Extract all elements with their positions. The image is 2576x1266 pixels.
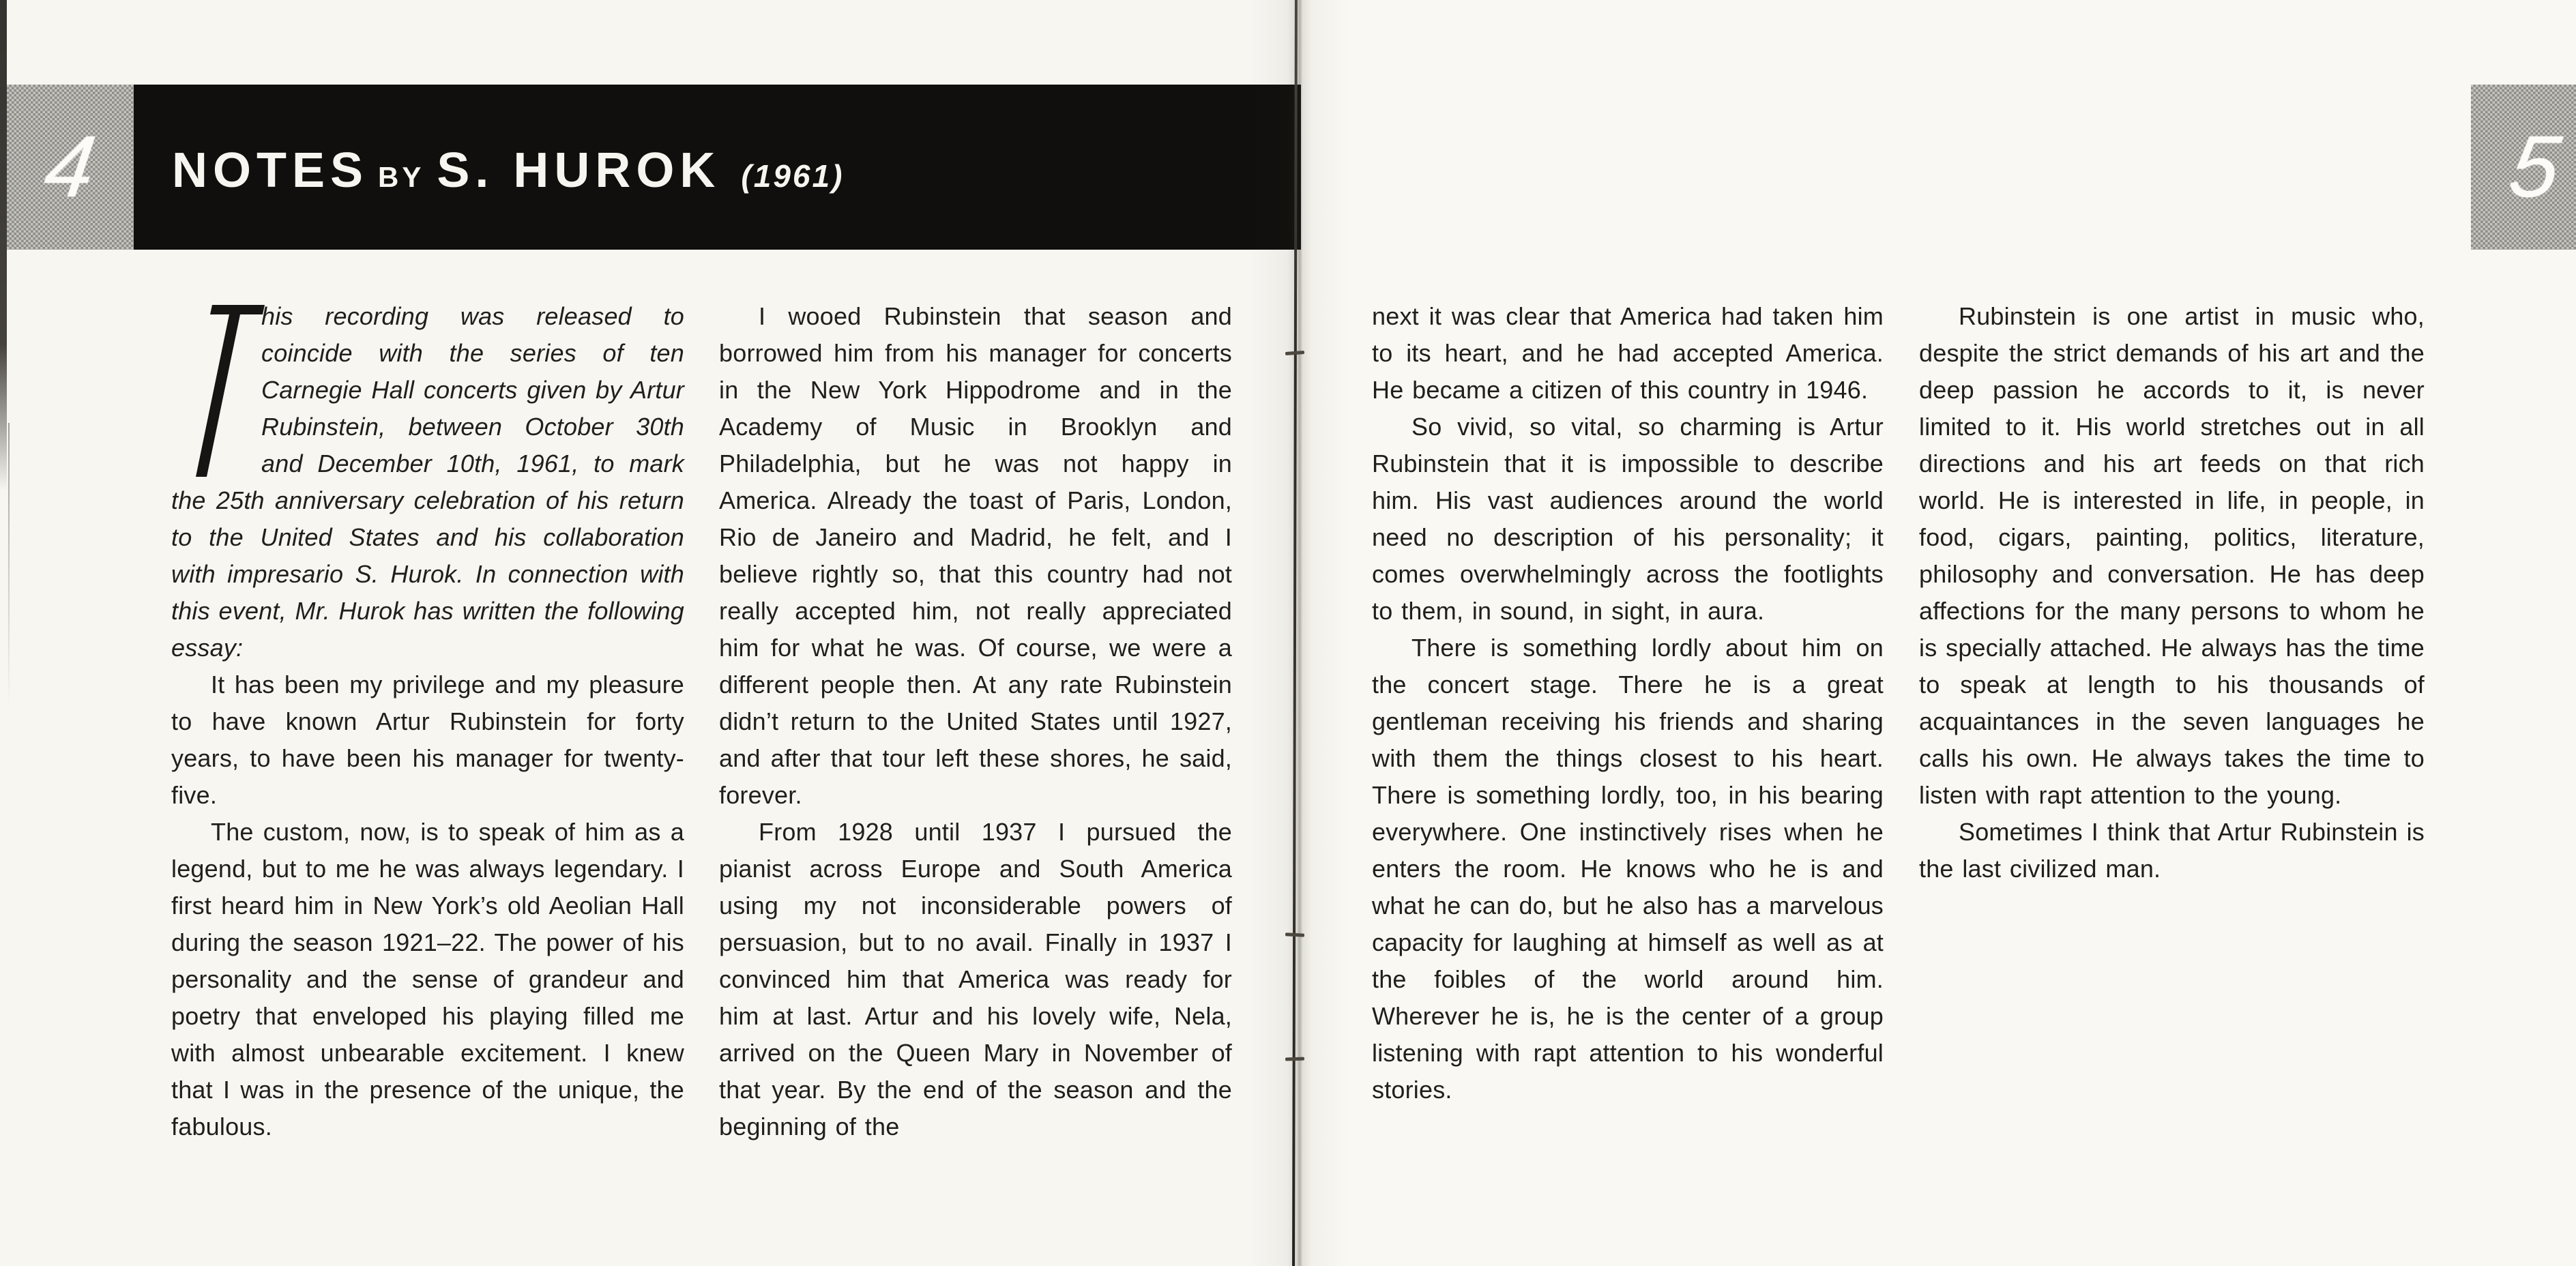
paragraph: So vivid, so vital, so charming is Artur Rubinstein that it is impossible to describe him. His vast audiences around the world need no description of his personality; it comes overwhelmingly across the footlights to them, in sound, in sight, in aura. (1372, 413, 1884, 625)
page-title (172, 143, 844, 198)
essay-column-4 (1919, 298, 2425, 887)
paragraph: Sometimes I think that Artur Rubinstein is the last civilized man. (1919, 818, 2425, 883)
page-number-left: 4 (39, 118, 102, 216)
paragraph-text: his recording was released to coincide with the series of ten Carnegie Hall concerts given by Artur Rubinstein, between October 30th and December 10th, 1961, to mark the 25th anniversary celebration of his return to the United States and his collaboration with impresario S. Hurok. In connection with this event, Mr. Hurok has written the following essay: (171, 302, 684, 662)
page-number-box-right (2471, 85, 2576, 250)
page-fold-shading (1248, 0, 1351, 1266)
paragraph: It has been my privilege and my pleasure to have known Artur Rubinstein for forty years, to have been his manager for twenty-five. (171, 671, 684, 809)
essay-column-2 (719, 298, 1232, 1145)
staple-mark (1285, 1057, 1304, 1061)
header-banner (134, 85, 1301, 250)
paragraph: From 1928 until 1937 I pursued the pianist across Europe and South America using my not inconsiderable powers of persuasion, but to no avail. Finally in 1937 I convinced him that America was ready for him at last. Artur and his lovely wife, Nela, arrived on the Queen Mary in November of that year. By the end of the season and the beginning of the (719, 818, 1232, 1140)
title-by: BY (378, 160, 425, 193)
paragraph-continuation: next it was clear that America had taken him to its heart, and he had accepted America. He became a citizen of this country in 1946. (1372, 302, 1884, 404)
title-year: (1961) (741, 158, 845, 194)
paragraph: The custom, now, is to speak of him as a legend, but to me he was always legendary. I first heard him in New York’s old Aeolian Hall during the season 1921–22. The power of his personality and the sense of grandeur and poetry that enveloped his playing filled me with almost unbearable excitement. I knew that I was in the presence of the unique, the fabulous. (171, 818, 684, 1140)
drop-cap-spacer (171, 298, 261, 447)
paragraph: Rubinstein is one artist in music who, despite the strict demands of his art and the deep passion he accords to it, is never limited to it. His world stretches out in all directions and his art feeds on that rich world. He is interested in life, in people, in food, cigars, painting, politics, literature, philosophy and conversation. He has deep affections for the many persons to whom he is specially attached. He always has the time to speak at length to his thousands of acquaintances in the seven languages he calls his own. He always takes the time to listen with rapt attention to the young. (1919, 302, 2425, 809)
paragraph-intro (171, 298, 684, 666)
scan-edge-artifact (0, 0, 7, 491)
page-number-right: 5 (2504, 118, 2566, 216)
essay-column-1 (171, 298, 684, 1145)
scan-edge-line (8, 423, 10, 709)
title-name: S. HUROK (437, 143, 721, 198)
title-notes: NOTES (172, 143, 369, 198)
page-number-box-left (7, 85, 134, 250)
paragraph: There is something lordly about him on the concert stage. There he is a great gentleman receiving his friends and sharing with them the things closest to his heart. There is something lordly, too, in his bearing everywhere. One instinctively rises when he enters the room. He knows who he is and what he can do, but he also has a marvelous capacity for laughing at himself as well as at the foibles of the world around him. Wherever he is, he is the center of a group listening with rapt attention to his wonderful stories. (1372, 634, 1884, 1104)
essay-column-3 (1372, 298, 1884, 1108)
paragraph: I wooed Rubinstein that season and borrowed him from his manager for concerts in the New York Hippodrome and in the Academy of Music in Brooklyn and Philadelphia, but he was not happy in America. Already the toast of Paris, London, Rio de Janeiro and Madrid, he felt, and I believe rightly so, that this country had not really accepted him, not really appreciated him for what he was. Of course, we were a different people then. At any rate Rubinstein didn’t return to the United States until 1927, and after that tour left these shores, he said, forever. (719, 302, 1232, 809)
